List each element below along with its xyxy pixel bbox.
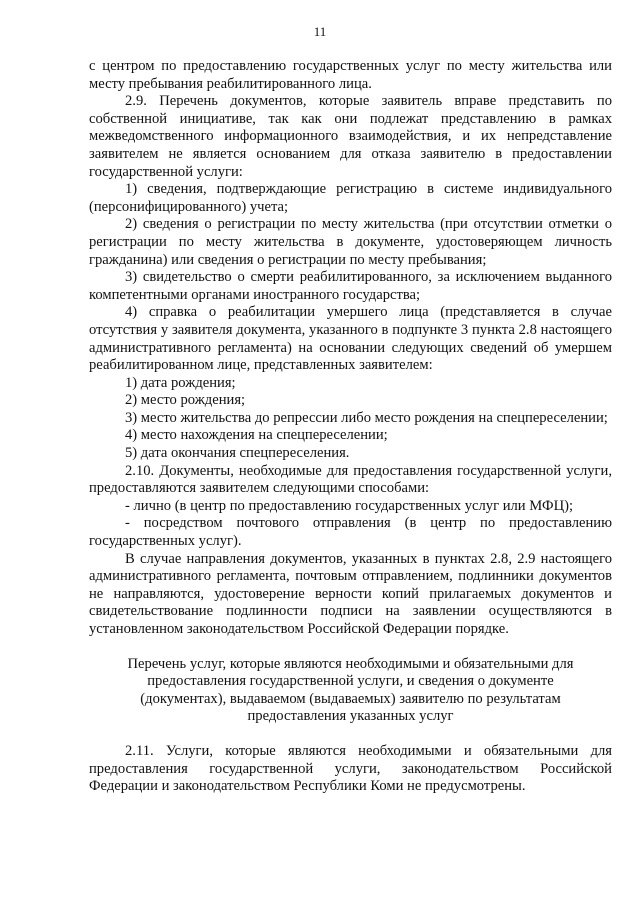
paragraph: 4) место нахождения на спецпереселении; (125, 427, 388, 444)
paragraph: 5) дата окончания спецпереселения. (125, 445, 350, 462)
section-heading: Перечень услуг, которые являются необходимыми и обязательными для предоставления государственной услуги, и сведения о документе (документах), выдаваемом (выдаваемых) заявителю по результатам предоставления указанных услуг (127, 655, 574, 725)
paragraph: 4) справка о реабилитации умершего лица (представляется в случае отсутствия у заявителя документа, указанного в подпункте 3 пункта 2.8 настоящего административного регламента) на основании следующих сведений об умершем реабилитированном лице, представленных заявителем: (89, 304, 612, 374)
paragraph: - лично (в центр по предоставлению государственных услуг или МФЦ); (125, 497, 574, 514)
paragraph: с центром по предоставлению государственных услуг по месту жительства или месту пребывания реабилитированного лица. (89, 58, 612, 92)
paragraph-list (89, 58, 612, 639)
paragraph: 3) свидетельство о смерти реабилитированного, за исключением выданного компетентными органами иностранного государства; (89, 269, 612, 303)
final-paragraph: 2.11. Услуги, которые являются необходимыми и обязательными для предоставления государственной услуги, законодательством Российской Федерации и законодательством Республики Коми не предусмотрены. (89, 742, 612, 795)
spacer (89, 639, 612, 656)
paragraph: 1) дата рождения; (125, 374, 236, 391)
paragraph: 1) сведения, подтверждающие регистрацию в системе индивидуального (персонифицированного) учета; (89, 181, 612, 215)
paragraph: В случае направления документов, указанных в пунктах 2.8, 2.9 настоящего административного регламента, почтовым отправлением, подлинники документов не направляются, удостоверение верности копий прилагаемых документов и свидетельствование подлинности подписи на заявлении осуществляются в установленном законодательством Российской Федерации порядке. (89, 550, 612, 637)
document-body (89, 58, 612, 796)
paragraph: 2.10. Документы, необходимые для предоставления государственной услуги, предоставляются заявителем следующими способами: (89, 462, 612, 497)
paragraph: 3) место жительства до репрессии либо место рождения на спецпереселении; (125, 409, 608, 426)
paragraph: 2) сведения о регистрации по месту жительства (при отсутствии отметки о регистрации по месту жительства в документе, удостоверяющем личность гражданина) или сведения о регистрации по месту пребывания; (89, 216, 612, 268)
paragraph: 2) место рождения; (125, 392, 246, 409)
page-number: 11 (313, 24, 327, 39)
paragraph: - посредством почтового отправления (в центр по предоставлению государственных услуг). (89, 515, 612, 550)
spacer (89, 726, 612, 743)
paragraph: 2.9. Перечень документов, которые заявитель вправе представить по собственной инициативе, так как они подлежат представлению в рамках межведомственного информационного взаимодействия, и их непредставление заявителем не является основанием для отказа заявителю в предоставлении государственной услуги: (89, 93, 612, 180)
